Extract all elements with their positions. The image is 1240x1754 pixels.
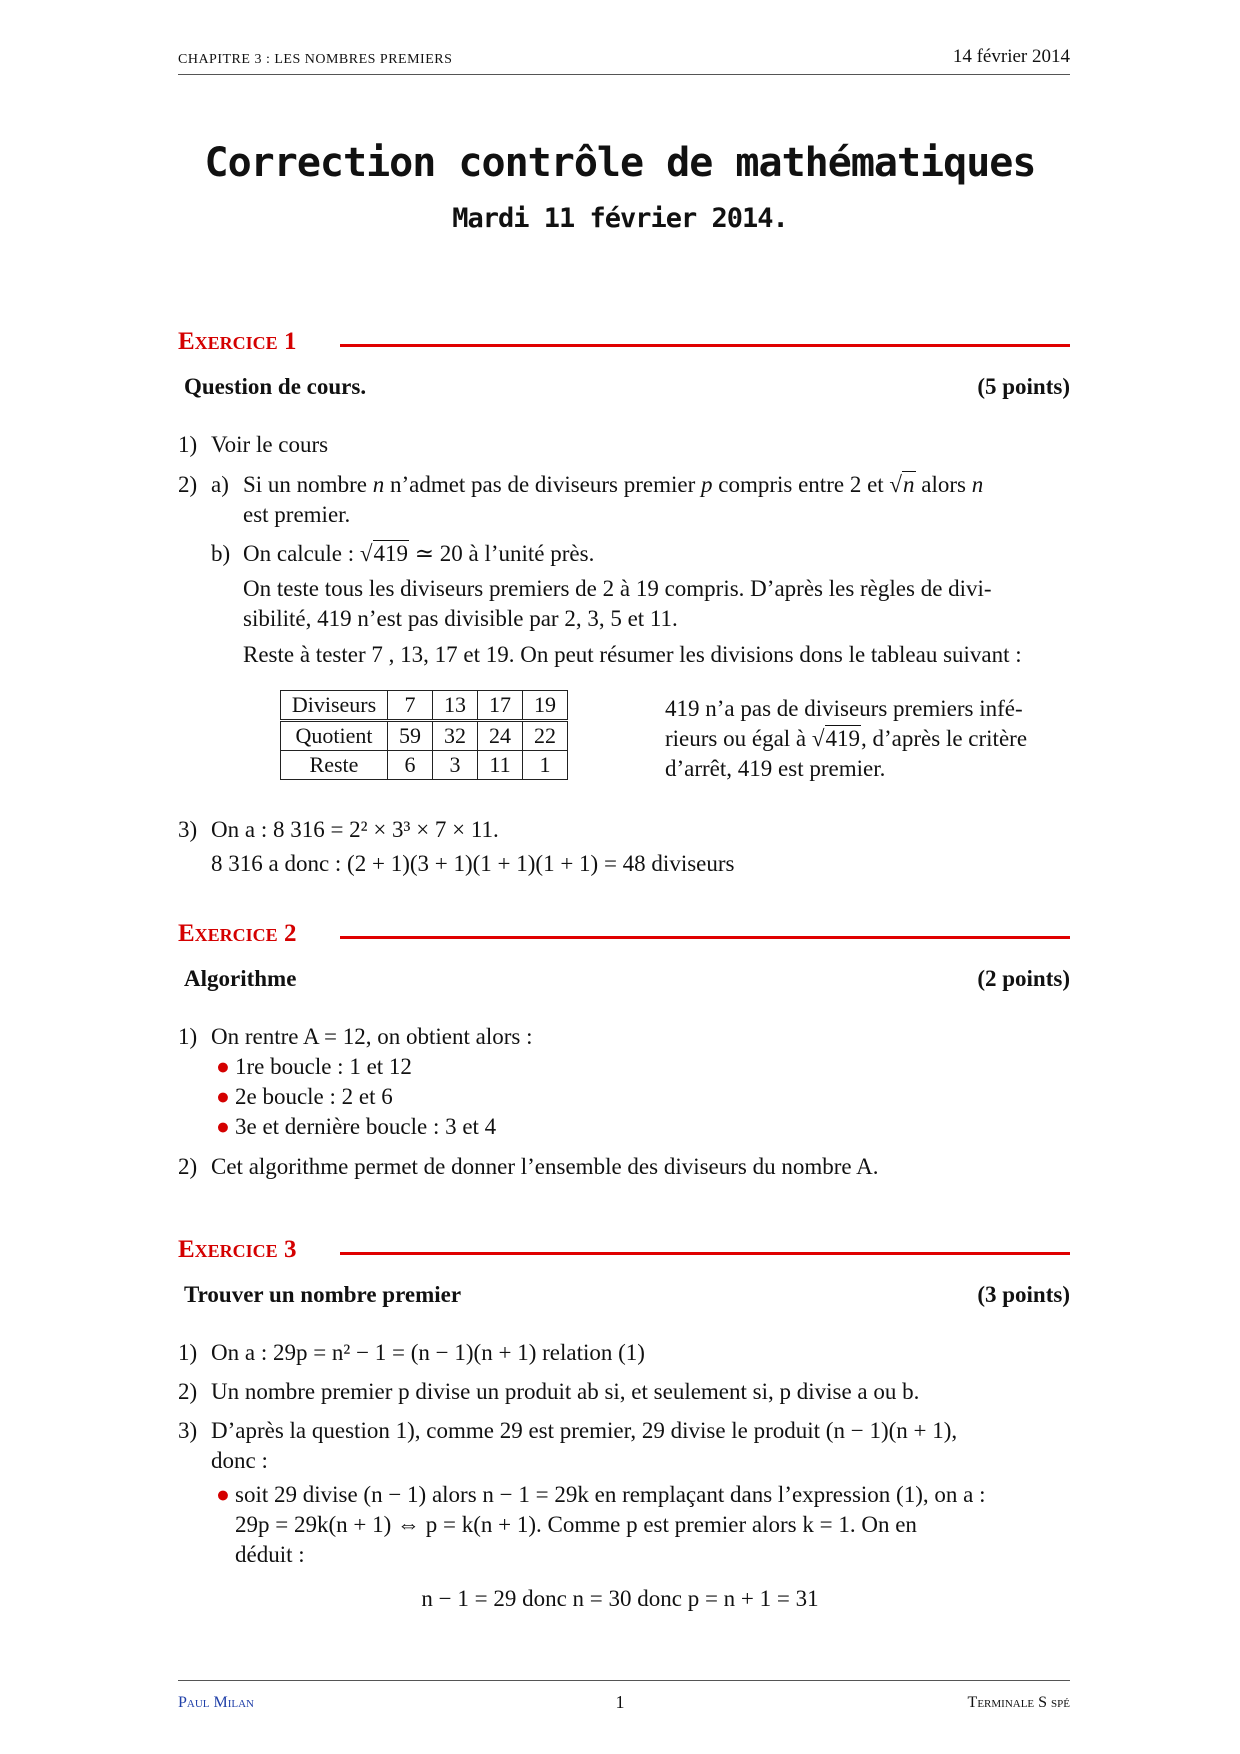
- ex1-side-l3: d’arrêt, 419 est premier.: [665, 756, 886, 781]
- ex1-q3-l2: 8 316 a donc : (2 + 1)(3 + 1)(1 + 1)(1 + 1) = 48 diviseurs: [211, 851, 735, 876]
- ex3-q3-l2: donc :: [211, 1448, 268, 1473]
- bullet-icon: ●: [216, 1084, 230, 1109]
- page-number: 1: [615, 1692, 625, 1712]
- exercise-3-title: Exercice 3: [178, 1236, 297, 1263]
- footer-class: Terminale S spé: [967, 1694, 1070, 1711]
- list-item: ● 2e boucle : 2 et 6: [211, 1082, 1070, 1112]
- ex1-side-l1: 419 n’a pas de diviseurs premiers infé-: [665, 696, 1023, 721]
- page-title: Correction contrôle de mathématiques: [204, 140, 1036, 186]
- exercise-2-title: Exercice 2: [178, 920, 297, 947]
- ex3-b1-l2: 29p = 29k(n + 1) ⇔ p = k(n + 1). Comme p est premier alors k = 1. On en: [235, 1512, 917, 1537]
- header-chapter: CHAPITRE 3 : LES NOMBRES PREMIERS: [178, 52, 453, 67]
- exercise-3-question: Trouver un nombre premier: [184, 1282, 462, 1307]
- exercise-3-points: (3 points): [977, 1282, 1070, 1307]
- list-item: ● 1re boucle : 1 et 12: [211, 1052, 1070, 1082]
- footer-author: Paul Milan: [178, 1694, 255, 1711]
- ex3-q3: 3) D’après la question 1), comme 29 est premier, 29 divise le produit (n − 1)(n + 1),: [178, 1418, 958, 1443]
- ex3-q2: 2) Un nombre premier p divise un produit ab si, et seulement si, p divise a ou b.: [178, 1379, 920, 1404]
- ex1-q1: 1) Voir le cours: [178, 432, 329, 457]
- exercise-1-rule: [340, 344, 1070, 347]
- exercise-1-points: (5 points): [977, 374, 1070, 399]
- exercise-1-title: Exercice 1: [178, 328, 297, 355]
- table-row: Quotient 59 32 24 22: [281, 721, 568, 751]
- ex2-q2: 2) Cet algorithme permet de donner l’ensemble des diviseurs du nombre A.: [178, 1154, 879, 1179]
- header-rule: [178, 74, 1070, 75]
- ex3-result: n − 1 = 29 donc n = 30 donc p = n + 1 = 31: [421, 1586, 819, 1611]
- ex1-q2a: 2) a) Si un nombre n n’admet pas de diviseurs premier p compris entre 2 et √n alors n: [178, 472, 984, 497]
- ex1-q2b: b) On calcule : √419 ≃ 20 à l’unité près.: [211, 541, 595, 566]
- exercise-2-points: (2 points): [977, 966, 1070, 991]
- page-subtitle: Mardi 11 février 2014.: [452, 203, 788, 234]
- exercise-2-rule: [340, 936, 1070, 939]
- ex1-q2b-l3: sibilité, 419 n’est pas divisible par 2, 3, 5 et 11.: [243, 606, 678, 631]
- bullet-icon: ●: [216, 1482, 230, 1507]
- ex1-q3: 3) On a : 8 316 = 2² × 3³ × 7 × 11.: [178, 817, 499, 842]
- bullet-icon: ●: [216, 1114, 230, 1139]
- bullet-icon: ●: [216, 1054, 230, 1079]
- exercise-3-rule: [340, 1252, 1070, 1255]
- ex3-q1: 1) On a : 29p = n² − 1 = (n − 1)(n + 1) relation (1): [178, 1340, 645, 1365]
- table-row: Diviseurs 7 13 17 19: [281, 691, 568, 721]
- list-item: ● soit 29 divise (n − 1) alors n − 1 = 29k en remplaçant dans l’expression (1), on a :: [211, 1480, 1070, 1510]
- ex1-q2a-cont: est premier.: [243, 502, 351, 527]
- footer-rule: [178, 1680, 1070, 1681]
- ex1-q2b-l2: On teste tous les diviseurs premiers de 2 à 19 compris. D’après les règles de divi-: [243, 576, 992, 601]
- ex1-side-l2: rieurs ou égal à √419, d’après le critère: [665, 726, 1028, 751]
- list-item: ● 3e et dernière boucle : 3 et 4: [211, 1112, 1070, 1142]
- divisions-table: [280, 690, 568, 780]
- exercise-2-question: Algorithme: [184, 966, 297, 991]
- ex1-q2b-l4: Reste à tester 7 , 13, 17 et 19. On peut résumer les divisions dons le tableau suivant :: [243, 642, 1022, 667]
- exercise-1-question: Question de cours.: [184, 374, 367, 399]
- ex2-q1: 1) On rentre A = 12, on obtient alors :: [178, 1024, 533, 1049]
- table-row: Reste 6 3 11 1: [281, 751, 568, 780]
- header-date: 14 février 2014: [952, 46, 1070, 67]
- ex3-b1-l3: déduit :: [235, 1542, 305, 1567]
